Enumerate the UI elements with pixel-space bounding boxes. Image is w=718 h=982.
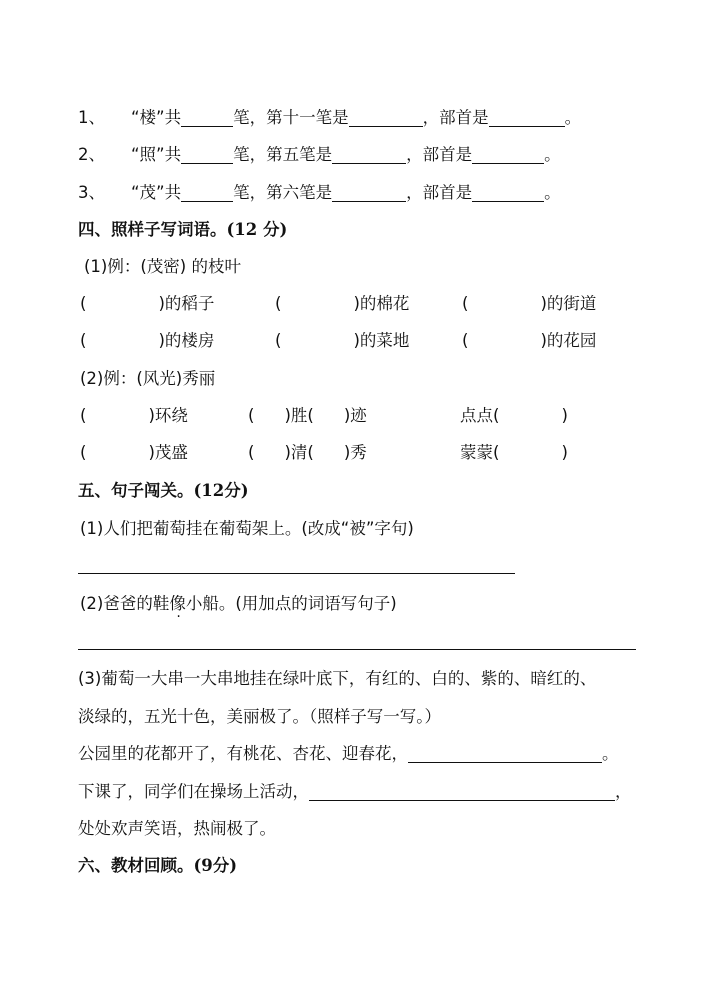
word-item[interactable]: ( )的菜地	[275, 331, 410, 350]
punct: ，	[615, 782, 632, 801]
punct: 。	[544, 183, 561, 202]
item-number: 2、	[78, 145, 105, 164]
sentence-3: 处处欢声笑语，热闹极了。	[78, 819, 276, 838]
sentence-2	[78, 780, 632, 804]
stroke-count-blank[interactable]	[181, 183, 233, 202]
word-item[interactable]: ( )的楼房	[80, 331, 215, 350]
word-item[interactable]: ( )清( )秀	[248, 443, 367, 462]
word-item[interactable]: ( )的棉花	[275, 294, 410, 313]
punct: 。	[602, 744, 619, 763]
question-1: (1)人们把葡萄挂在葡萄架上。(改成“被”字句)	[80, 519, 414, 538]
word-item[interactable]: ( )的街道	[462, 294, 597, 313]
sentence-blank[interactable]	[309, 782, 615, 801]
word-suffix: 的菜地	[359, 331, 410, 350]
word-suffix: 的棉花	[359, 294, 410, 313]
item-number: 1、	[78, 108, 105, 127]
prompt-text: 笔，第十一笔是	[233, 108, 349, 127]
question-3-line-1: (3)葡萄一大串一大串地挂在绿叶底下，有红的、白的、紫的、暗红的、	[78, 669, 597, 688]
prompt-text: ，部首是	[406, 145, 473, 164]
word-suffix: 的花园	[546, 331, 597, 350]
answer-line[interactable]	[78, 649, 636, 650]
question-text: (2)爸爸的鞋	[80, 594, 170, 613]
word-item[interactable]: ( )的花园	[462, 331, 597, 350]
word-item[interactable]: ( )环绕	[80, 406, 188, 425]
word-suffix: 的楼房	[164, 331, 215, 350]
character-label: “照”共	[131, 145, 182, 164]
section-5-heading: 五、句子闯关。(12分)	[78, 481, 249, 500]
stroke-question-1	[78, 106, 581, 130]
prompt-text: 笔，第五笔是	[233, 145, 333, 164]
word-item[interactable]: 蒙蒙( )	[460, 443, 568, 462]
word-text: 清	[290, 443, 308, 462]
word-suffix: 环绕	[154, 406, 188, 425]
word-suffix: 茂盛	[154, 443, 188, 462]
word-item[interactable]: 点点( )	[460, 406, 568, 425]
sentence-blank[interactable]	[408, 744, 602, 763]
sentence-text: 下课了，同学们在操场上活动，	[78, 782, 309, 801]
stroke-question-3	[78, 181, 561, 205]
punct: 。	[544, 145, 561, 164]
question-3-line-2: 淡绿的，五光十色，美丽极了。（照样子写一写。）	[78, 707, 441, 726]
character-label: “楼”共	[131, 108, 182, 127]
stroke-blank[interactable]	[332, 145, 406, 164]
word-text: 胜	[290, 406, 308, 425]
word-prefix: 点点	[460, 406, 493, 425]
sentence-text: 公园里的花都开了，有桃花、杏花、迎春花，	[78, 744, 408, 763]
stroke-count-blank[interactable]	[181, 108, 233, 127]
word-item[interactable]: ( )的稻子	[80, 294, 215, 313]
section-4-heading: 四、照样子写词语。(12 分)	[78, 220, 288, 239]
stroke-question-2	[78, 143, 561, 167]
prompt-text: ，部首是	[422, 108, 489, 127]
example-1: (1)例：(茂密) 的枝叶	[84, 257, 241, 276]
word-item[interactable]: ( )茂盛	[80, 443, 188, 462]
character-label: “茂”共	[131, 183, 182, 202]
section-6-heading: 六、教材回顾。(9分)	[78, 856, 238, 875]
question-text: 小船。(用加点的词语写句子)	[185, 594, 397, 613]
question-2	[80, 592, 397, 616]
answer-line[interactable]	[78, 573, 515, 574]
word-suffix: 的街道	[546, 294, 597, 313]
item-number: 3、	[78, 183, 105, 202]
word-text: 迹	[350, 406, 367, 425]
word-item[interactable]: ( )胜( )迹	[248, 406, 367, 425]
prompt-text: ，部首是	[406, 183, 473, 202]
example-2: (2)例：(风光)秀丽	[80, 369, 216, 388]
word-prefix: 蒙蒙	[460, 443, 493, 462]
stroke-blank[interactable]	[349, 108, 423, 127]
word-text: 秀	[350, 443, 367, 462]
prompt-text: 笔，第六笔是	[233, 183, 333, 202]
dotted-word: 像	[169, 594, 186, 613]
word-suffix: 的稻子	[164, 294, 215, 313]
radical-blank[interactable]	[489, 108, 565, 127]
sentence-1	[78, 742, 619, 766]
radical-blank[interactable]	[472, 183, 544, 202]
radical-blank[interactable]	[472, 145, 544, 164]
stroke-blank[interactable]	[332, 183, 406, 202]
punct: 。	[564, 108, 582, 127]
stroke-count-blank[interactable]	[181, 145, 233, 164]
